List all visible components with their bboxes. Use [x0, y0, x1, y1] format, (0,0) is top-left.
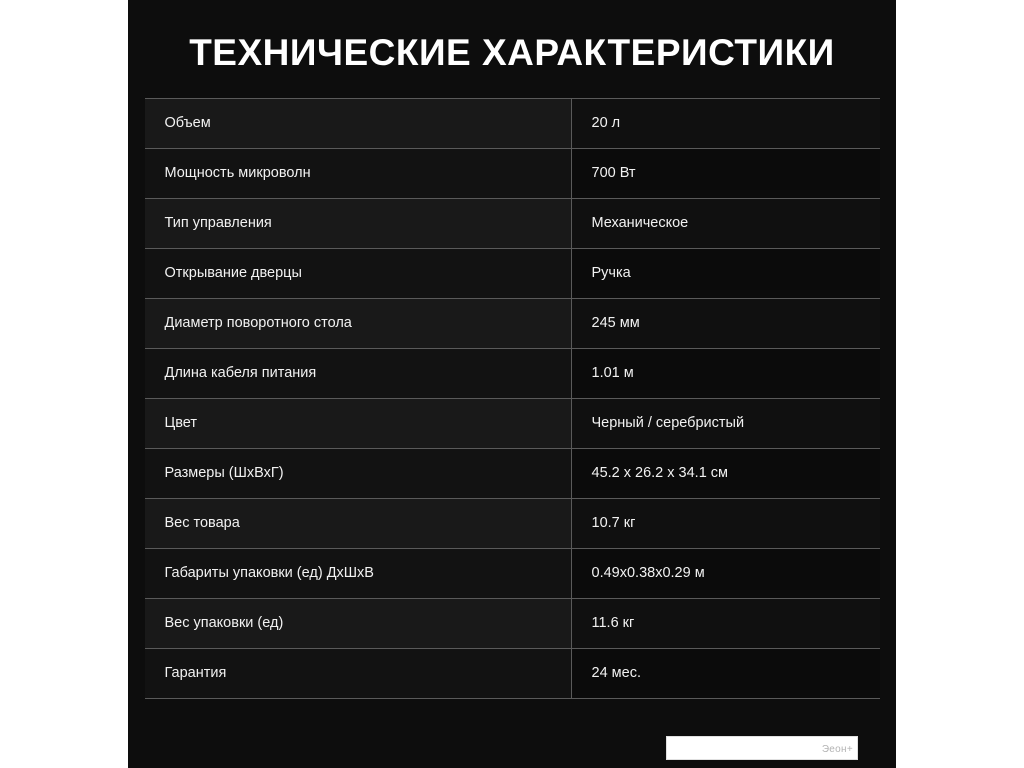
table-row: [145, 448, 880, 498]
spec-value: Черный / серебристый: [571, 398, 880, 448]
spec-name: Открывание дверцы: [145, 248, 572, 298]
spec-name: Тип управления: [145, 198, 572, 248]
table-row: [145, 398, 880, 448]
spec-value: 20 л: [571, 98, 880, 148]
table-row: [145, 498, 880, 548]
table-row: [145, 348, 880, 398]
spec-name: Вес товара: [145, 498, 572, 548]
spec-value: 0.49x0.38x0.29 м: [571, 548, 880, 598]
specifications-table: [145, 98, 880, 699]
table-row: [145, 548, 880, 598]
spec-value: Ручка: [571, 248, 880, 298]
spec-value: 24 мес.: [571, 648, 880, 698]
watermark-label: Эеон+: [821, 744, 853, 755]
spec-name: Размеры (ШхВхГ): [145, 448, 572, 498]
table-row: [145, 148, 880, 198]
spec-name: Длина кабеля питания: [145, 348, 572, 398]
table-row: [145, 648, 880, 698]
spec-value: 245 мм: [571, 298, 880, 348]
spec-value: 11.6 кг: [571, 598, 880, 648]
spec-name: Вес упаковки (ед): [145, 598, 572, 648]
spec-name: Диаметр поворотного стола: [145, 298, 572, 348]
specs-panel: [128, 0, 896, 768]
table-row: [145, 298, 880, 348]
spec-value: Механическое: [571, 198, 880, 248]
spec-value: 700 Вт: [571, 148, 880, 198]
table-row: [145, 198, 880, 248]
spec-value: 1.01 м: [571, 348, 880, 398]
spec-name: Гарантия: [145, 648, 572, 698]
spec-name: Цвет: [145, 398, 572, 448]
spec-name: Объем: [145, 98, 572, 148]
table-row: [145, 248, 880, 298]
table-row: [145, 98, 880, 148]
table-row: [145, 598, 880, 648]
page-title: ТЕХНИЧЕСКИЕ ХАРАКТЕРИСТИКИ: [189, 32, 835, 73]
spec-name: Мощность микроволн: [145, 148, 572, 198]
spec-value: 10.7 кг: [571, 498, 880, 548]
specifications-table-body: [145, 98, 880, 698]
spec-value: 45.2 x 26.2 x 34.1 см: [571, 448, 880, 498]
watermark-badge: [666, 736, 858, 760]
spec-name: Габариты упаковки (ед) ДхШхВ: [145, 548, 572, 598]
